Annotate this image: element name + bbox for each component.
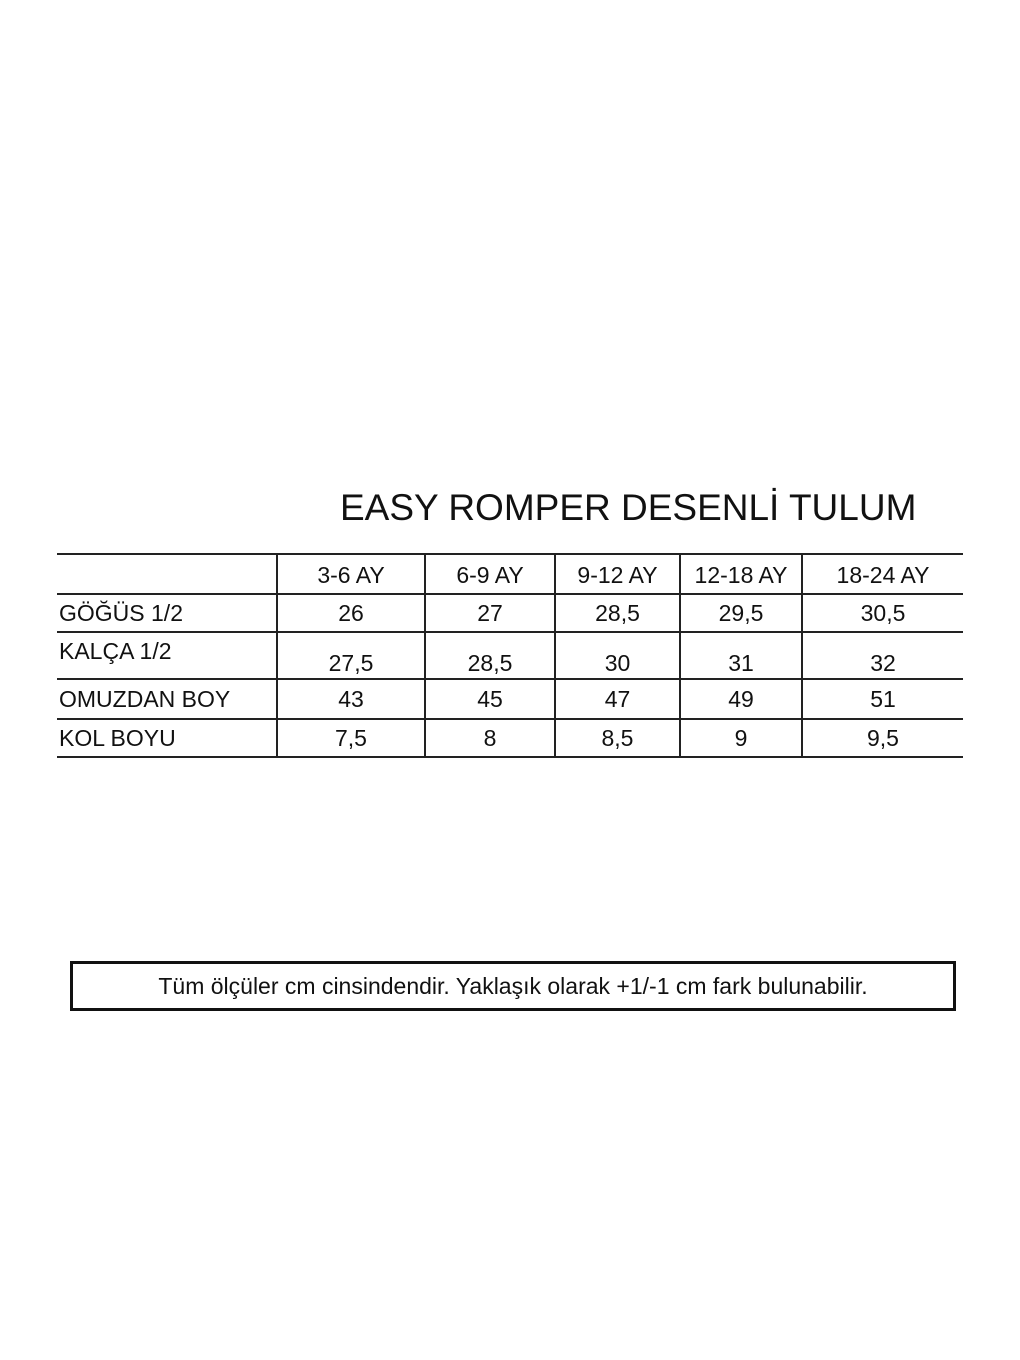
measurement-note-text: Tüm ölçüler cm cinsindendir. Yaklaşık olarak +1/-1 cm fark bulunabilir.	[158, 972, 868, 999]
measurement-note-box	[70, 961, 956, 1011]
table-cell: 30,5	[802, 594, 963, 632]
table-row	[57, 679, 963, 719]
table-cell: 26	[277, 594, 425, 632]
table-cell: 8,5	[555, 719, 680, 757]
row-label: KOL BOYU	[59, 724, 176, 751]
row-label: GÖĞÜS 1/2	[59, 599, 183, 626]
page-title: EASY ROMPER DESENLİ TULUM	[340, 487, 917, 528]
table-cell: 28,5	[555, 594, 680, 632]
table-cell: 43	[277, 679, 425, 719]
table-cell: 47	[555, 679, 680, 719]
corner-cell	[57, 554, 277, 594]
column-header-size: 6-9 AY	[425, 554, 555, 594]
table-cell: 9	[680, 719, 802, 757]
table-cell: 9,5	[802, 719, 963, 757]
table-row	[57, 594, 963, 632]
row-label: OMUZDAN BOY	[59, 685, 231, 712]
table-cell: 51	[802, 679, 963, 719]
table-cell: 27	[425, 594, 555, 632]
column-header-size: 3-6 AY	[277, 554, 425, 594]
table-row	[57, 719, 963, 757]
table-cell: 31	[680, 632, 802, 679]
size-chart-table	[57, 553, 963, 758]
table-cell: 29,5	[680, 594, 802, 632]
table-cell: 7,5	[277, 719, 425, 757]
table-cell: 8	[425, 719, 555, 757]
table-cell: 49	[680, 679, 802, 719]
column-header-size: 12-18 AY	[680, 554, 802, 594]
column-header-size: 9-12 AY	[555, 554, 680, 594]
table-header-row	[57, 554, 963, 594]
table-cell: 28,5	[425, 632, 555, 679]
table-row	[57, 632, 963, 679]
table-cell: 27,5	[277, 632, 425, 679]
table-cell: 45	[425, 679, 555, 719]
table-cell: 32	[802, 632, 963, 679]
row-label: KALÇA 1/2	[59, 638, 172, 664]
column-header-size: 18-24 AY	[802, 554, 963, 594]
table-cell: 30	[555, 632, 680, 679]
